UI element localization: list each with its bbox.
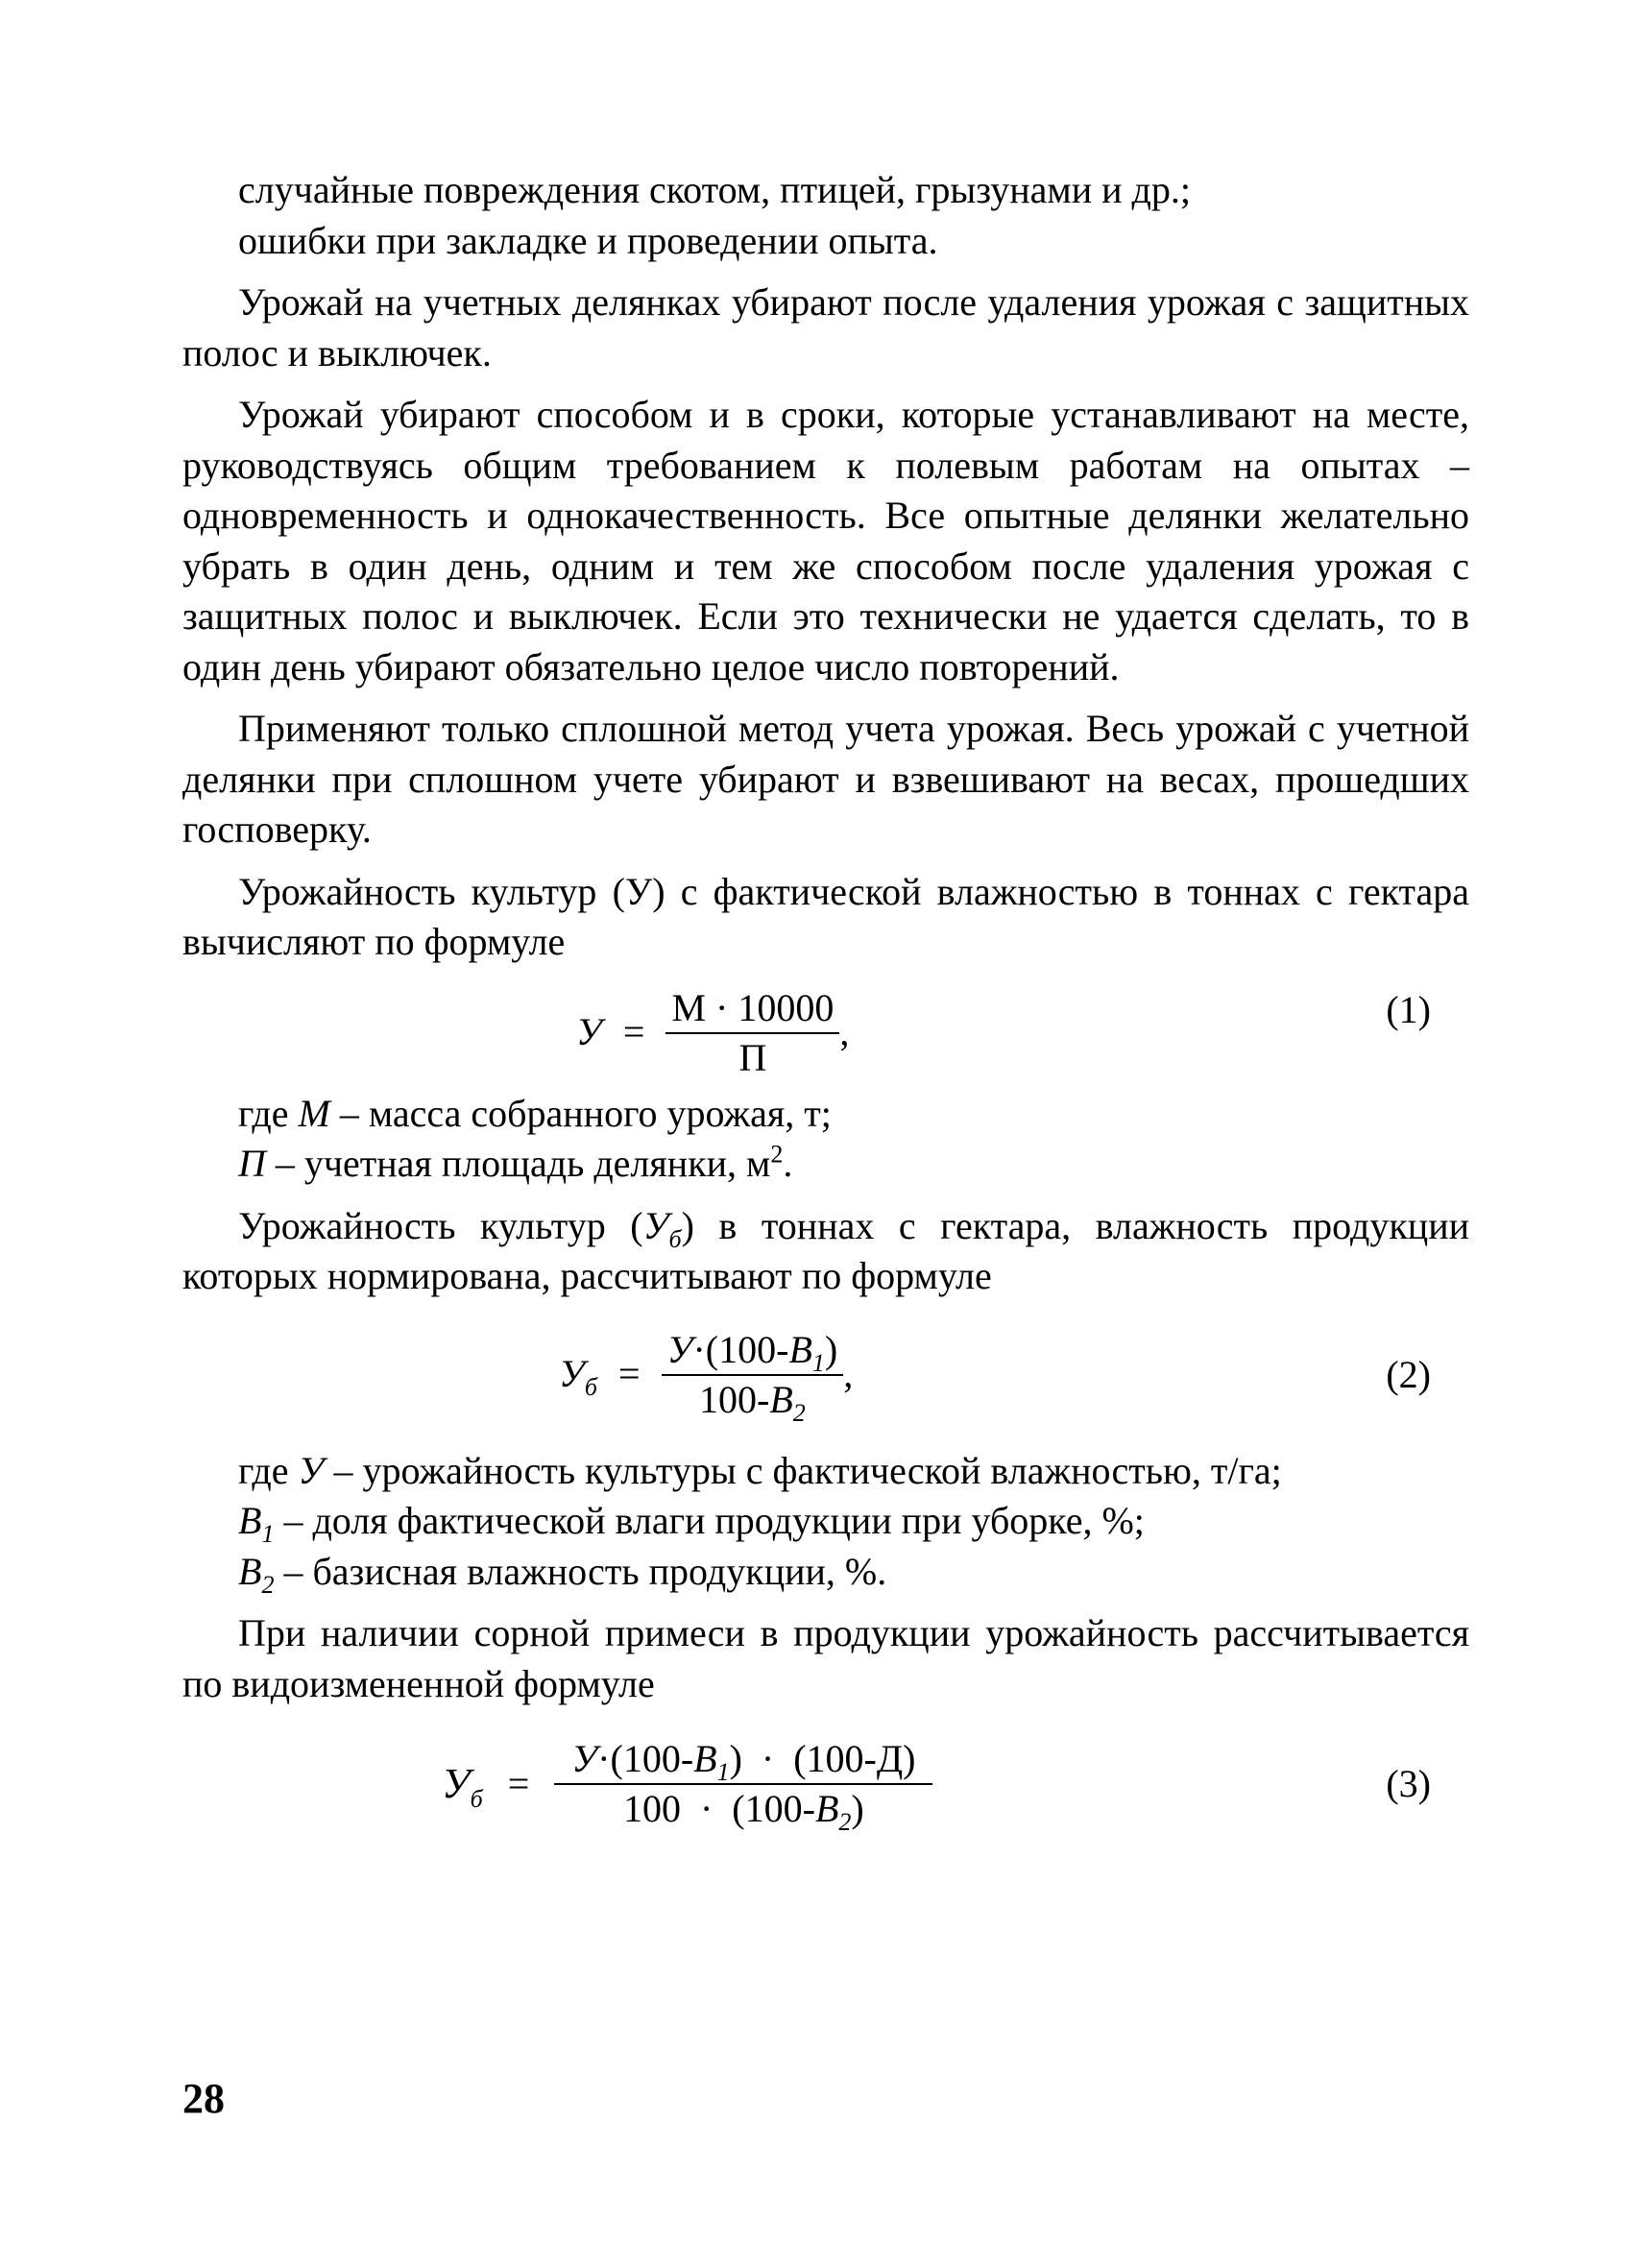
numerator: $У\cdot(100-В_1) \cdot (100-Д)$: [554, 1737, 932, 1785]
formula-lhs: $У_б$: [559, 1352, 597, 1402]
symbol: В: [238, 1499, 262, 1542]
comma: ,: [843, 1352, 854, 1396]
symbol: М: [298, 1091, 330, 1135]
numerator: М · 10000: [665, 986, 839, 1034]
denominator: П: [738, 1035, 767, 1079]
formula-lhs: У: [576, 1010, 602, 1054]
formula-1: [182, 976, 1469, 1089]
comma: ,: [839, 1010, 850, 1054]
definition-line: где У – урожайность культуры с фактической влажностью, т/га;: [238, 1448, 1282, 1492]
definition-line: $В_1$ – доля фактической влаги продукции при уборке, %;: [238, 1499, 1145, 1548]
paragraph: Урожай убирают способом и в сроки, которые устанавливают на месте, руководствуясь общим требованием к полевым работам на опытах – одновременность и однокачественность. Все опытные делянки желательно убрать в один день, одним и тем же способом после удаления урожая с защитных полос и выключек. Если это технически не удается сделать, то в один день убирают обязательно целое число повторений.: [182, 393, 1469, 688]
symbol: П: [238, 1142, 266, 1185]
numerator: $У\cdot(100-В_1)$: [662, 1328, 844, 1376]
formula-2: [182, 1315, 1469, 1435]
paragraph: При наличии сорной примеси в продукции урожайность рассчитывается по видоизмененной формуле: [182, 1611, 1469, 1705]
page-body: [182, 165, 1469, 1846]
equals-sign: =: [618, 1352, 641, 1396]
formula-3: [182, 1723, 1469, 1846]
paragraph: Урожайность культур $(У_б)$ в тоннах с гектара, влажность продукции которых нормирована, рассчитывают по формуле: [182, 1203, 1470, 1297]
list-line: ошибки при закладке и проведении опыта.: [238, 218, 938, 262]
definition-line: $В_2$ – базисная влажность продукции, %.: [238, 1549, 887, 1599]
denominator: $100-В_2$: [699, 1377, 806, 1427]
definition-line: П – учетная площадь делянки, $м^2$.: [238, 1140, 793, 1185]
fraction: [554, 1737, 932, 1836]
equals-sign: =: [622, 1010, 645, 1054]
equals-sign: =: [507, 1761, 530, 1805]
symbol: У: [298, 1448, 325, 1492]
page-number: 28: [182, 2075, 225, 2122]
paragraph: Применяют только сплошной метод учета урожая. Весь урожай с учетной делянки при сплошном учете убирают и взвешивают на весах, прошедших госповерку.: [182, 707, 1469, 851]
formula-lhs: $У_б$: [442, 1759, 483, 1813]
equation-number: (2): [1386, 1352, 1431, 1396]
paragraph: Урожай на учетных делянках убирают после удаления урожая с защитных полос и выключек.: [182, 280, 1469, 374]
fraction: [665, 986, 839, 1080]
denominator: $100 \cdot (100-В_2)$: [622, 1787, 864, 1836]
equation-number: (3): [1386, 1762, 1431, 1805]
list-line: случайные повреждения скотом, птицей, грызунами и др.;: [238, 168, 1192, 211]
equation-number: (1): [1386, 987, 1431, 1031]
symbol: В: [238, 1549, 262, 1593]
paragraph: Урожайность культур (У) с фактической влажностью в тоннах с гектара вычисляют по формуле: [182, 869, 1469, 963]
fraction: [662, 1327, 844, 1427]
definition-line: где М – масса собранного урожая, т;: [238, 1091, 832, 1135]
